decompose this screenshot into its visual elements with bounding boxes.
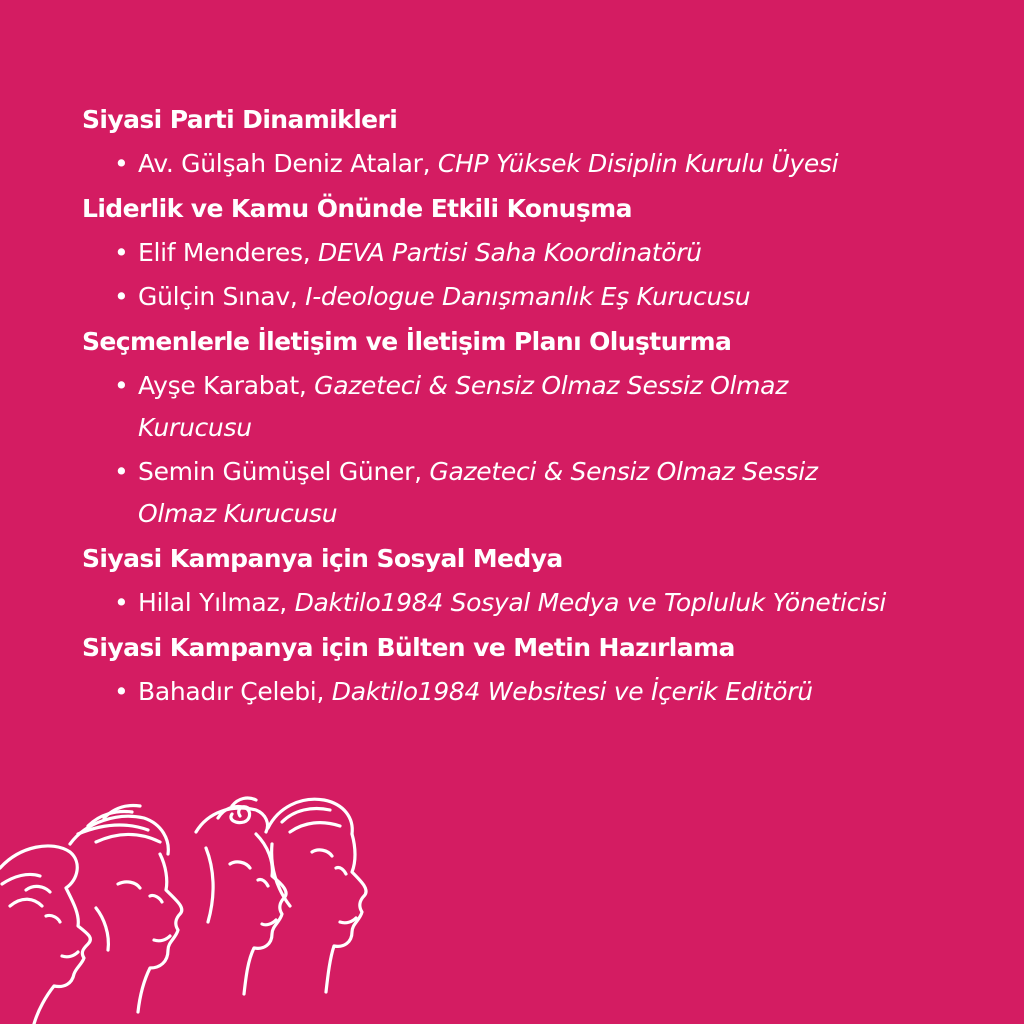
speaker-list bbox=[82, 143, 962, 185]
speaker-separator: , bbox=[298, 371, 315, 400]
speaker-item bbox=[82, 143, 898, 185]
program-section bbox=[82, 626, 962, 713]
speaker-separator: , bbox=[302, 238, 319, 267]
speaker-role: Gazeteci & Sensiz Olmaz Sessiz Olmaz Kurucusu bbox=[138, 457, 818, 528]
speaker-list bbox=[82, 365, 962, 535]
program-section bbox=[82, 320, 962, 535]
speaker-name: Hilal Yılmaz bbox=[138, 588, 280, 617]
speaker-list bbox=[82, 671, 962, 713]
speaker-list bbox=[82, 232, 962, 318]
bullet-icon: • bbox=[114, 457, 129, 486]
bullet-icon: • bbox=[114, 149, 129, 178]
bullet-icon: • bbox=[114, 282, 129, 311]
speaker-role: Gazeteci & Sensiz Olmaz Sessiz Olmaz Kurucusu bbox=[138, 371, 789, 442]
program-section bbox=[82, 537, 962, 624]
speaker-name: Semin Gümüşel Güner bbox=[138, 457, 415, 486]
section-title: Seçmenlerle İletişim ve İletişim Planı Oluşturma bbox=[82, 327, 732, 356]
section-title: Siyasi Kampanya için Bülten ve Metin Hazırlama bbox=[82, 633, 735, 662]
speaker-list bbox=[82, 582, 962, 624]
speaker-separator: , bbox=[316, 677, 332, 706]
speaker-separator: , bbox=[422, 149, 438, 178]
speaker-name: Ayşe Karabat bbox=[138, 371, 299, 400]
speaker-name: Elif Menderes bbox=[138, 238, 303, 267]
speaker-role: Daktilo1984 Sosyal Medya ve Topluluk Yöneticisi bbox=[294, 588, 887, 617]
bullet-icon: • bbox=[114, 588, 129, 617]
bullet-icon: • bbox=[114, 238, 129, 267]
speaker-item bbox=[82, 671, 898, 713]
speaker-item bbox=[82, 451, 898, 535]
section-title: Liderlik ve Kamu Önünde Etkili Konuşma bbox=[82, 194, 632, 223]
speaker-separator: , bbox=[279, 588, 295, 617]
speaker-separator: , bbox=[289, 282, 306, 311]
speaker-role: DEVA Partisi Saha Koordinatörü bbox=[318, 238, 702, 267]
program-list bbox=[82, 98, 962, 715]
speaker-name: Bahadır Çelebi bbox=[138, 677, 317, 706]
bullet-icon: • bbox=[114, 677, 129, 706]
bullet-icon: • bbox=[114, 371, 129, 400]
speaker-separator: , bbox=[414, 457, 430, 486]
speaker-item bbox=[82, 582, 898, 624]
program-section bbox=[82, 98, 962, 185]
women-profiles-line-art-icon bbox=[0, 788, 400, 1024]
speaker-item bbox=[82, 232, 898, 274]
program-section bbox=[82, 187, 962, 318]
speaker-item bbox=[82, 365, 898, 449]
speaker-name: Gülçin Sınav bbox=[138, 282, 290, 311]
section-title: Siyasi Parti Dinamikleri bbox=[82, 105, 398, 134]
speaker-name: Av. Gülşah Deniz Atalar bbox=[138, 149, 423, 178]
speaker-role: I-deologue Danışmanlık Eş Kurucusu bbox=[305, 282, 751, 311]
section-title: Siyasi Kampanya için Sosyal Medya bbox=[82, 544, 563, 573]
speaker-role: CHP Yüksek Disiplin Kurulu Üyesi bbox=[437, 149, 839, 178]
speaker-item bbox=[82, 276, 898, 318]
speaker-role: Daktilo1984 Websitesi ve İçerik Editörü bbox=[331, 677, 813, 706]
